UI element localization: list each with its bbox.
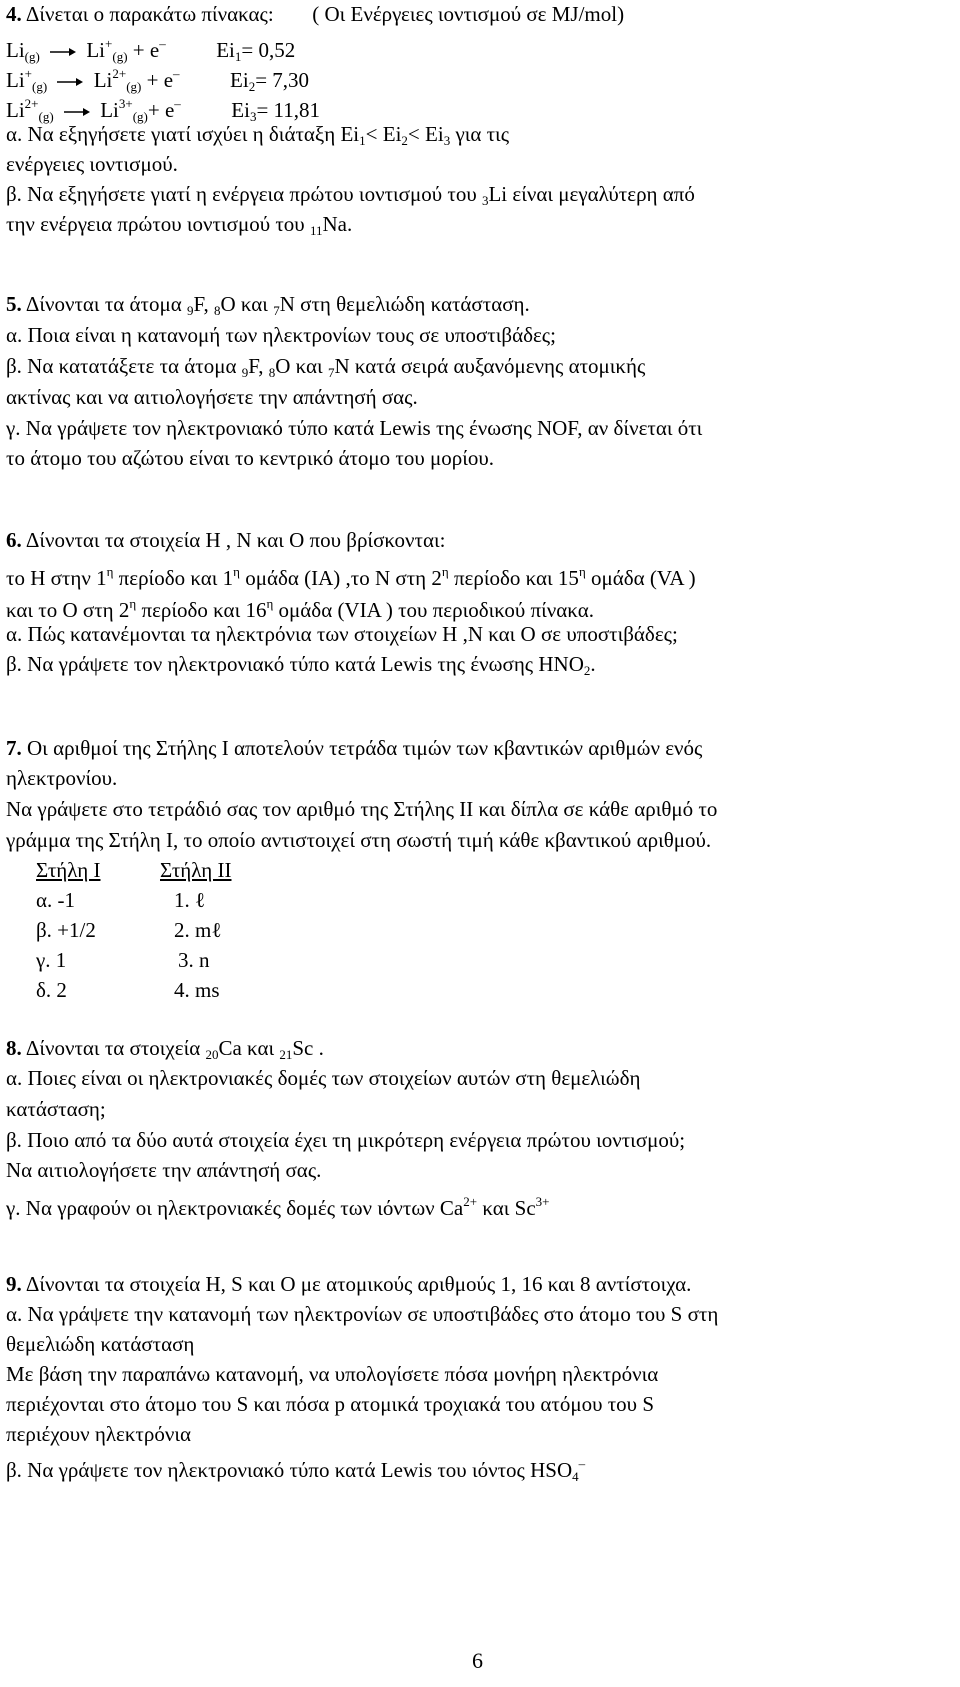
state-sub: (g)	[38, 109, 54, 124]
text: Δίνονται τα άτομα	[21, 292, 187, 316]
sub: 11	[309, 223, 323, 238]
q6-line2	[6, 560, 696, 590]
arrow-icon	[63, 106, 91, 118]
q5-part-a: α. Ποια είναι η κατανομή των ηλεκτρονίων τους σε υποστιβάδες;	[6, 323, 556, 347]
state-sub: (g)	[112, 49, 128, 64]
sub: 1	[359, 133, 366, 148]
sub: 7	[327, 365, 335, 380]
sub: 21	[279, 1047, 293, 1062]
q7-line2: ηλεκτρονίου.	[6, 766, 118, 790]
ei-label: Ei	[231, 98, 250, 122]
text: Li είναι μεγαλύτερη από	[488, 182, 695, 206]
charge-sup: 3+	[118, 96, 133, 111]
sub: 2	[401, 133, 408, 148]
charge-sup: 2+	[24, 96, 39, 111]
q9-part-a-line3: Με βάση την παραπάνω κατανομή, να υπολογίσετε πόσα μονήρη ηλεκτρόνια	[6, 1362, 659, 1386]
column-1-row: γ. 1	[36, 948, 67, 972]
sup: –	[578, 1456, 586, 1471]
q9-part-a-line5: περιέχουν ηλεκτρόνια	[6, 1422, 192, 1446]
ei-sub: 1	[234, 49, 242, 64]
species: Li	[6, 98, 25, 122]
column-2-row: 4. ms	[174, 978, 220, 1002]
q5-intro	[6, 292, 530, 323]
text: Δίνονται τα στοιχεία H , N και O που βρίσκονται:	[21, 528, 446, 552]
text: ομάδα (VA )	[585, 566, 696, 590]
text: Δίνονται τα στοιχεία	[21, 1036, 206, 1060]
text: F,	[193, 292, 214, 316]
ei-sub: 2	[248, 79, 256, 94]
sup: 2+	[463, 1194, 478, 1209]
text: και Sc	[477, 1196, 536, 1220]
charge-sup: 2+	[112, 66, 127, 81]
arrow-icon	[49, 46, 77, 58]
ei-value: = 7,30	[255, 68, 310, 92]
species: Li	[6, 38, 25, 62]
q4-units-note: ( Οι Ενέργειες ιοντισμού σε MJ/mol)	[312, 2, 625, 26]
q7-number: 7.	[6, 736, 22, 760]
q9-intro	[6, 1272, 691, 1296]
column-1-row: α. -1	[36, 888, 75, 912]
text: περίοδο και 1	[113, 566, 234, 590]
q5-part-c: γ. Να γράψετε τον ηλεκτρονιακό τύπο κατά Lewis της ένωσης NOF, αν δίνεται ότι	[6, 416, 703, 440]
page-number: 6	[472, 1648, 483, 1673]
q6-intro	[6, 528, 445, 552]
sup: η	[129, 596, 137, 611]
column-2-row: 1. ℓ	[174, 888, 206, 912]
sub: 9	[241, 365, 249, 380]
electron: + e	[132, 38, 160, 62]
q9-number: 9.	[6, 1272, 22, 1296]
text: για τις	[450, 122, 510, 146]
text: Οι αριθμοί της Στήλης Ι αποτελούν τετράδα τιμών των κβαντικών αριθμών ενός	[21, 736, 703, 760]
ei-value: = 0,52	[241, 38, 296, 62]
sup: η	[266, 596, 274, 611]
column-1-row: β. +1/2	[36, 918, 96, 942]
q5-part-b-line2: ακτίνας και να αιτιολογήσετε την απάντησή σας.	[6, 385, 418, 409]
q9-part-b	[6, 1452, 585, 1489]
sub: 8	[268, 365, 276, 380]
column-2-row: 2. mℓ	[174, 918, 222, 942]
electron: + e	[147, 98, 175, 122]
species: Li	[86, 38, 106, 62]
electron: + e	[146, 68, 174, 92]
text: και το O στη 2	[6, 598, 130, 622]
sub: 8	[213, 303, 221, 318]
arrow-icon	[56, 76, 84, 88]
text: .	[590, 652, 596, 676]
reaction-row-3: $Li^{2+}_{(g)}$ $Li^{3+}_{(g)}+ e^-$ $Ei_3= 11,81$	[6, 96, 321, 124]
q8-intro	[6, 1036, 324, 1067]
q6-line3	[6, 592, 594, 622]
q4-intro-line	[6, 2, 624, 26]
ei-sub: 3	[249, 109, 257, 124]
state-sub: (g)	[24, 49, 40, 64]
species: Li	[6, 68, 25, 92]
sub: 3	[443, 133, 451, 148]
column-2-row: 3. n	[178, 948, 210, 972]
sub: 2	[583, 663, 591, 678]
text: την ενέργεια πρώτου ιοντισμού του	[6, 212, 310, 236]
text: < Ei	[365, 122, 402, 146]
column-1-header: Στήλη Ι	[36, 858, 101, 882]
sup: η	[578, 564, 586, 579]
sub: 20	[205, 1047, 219, 1062]
q8-part-a-line2: κατάσταση;	[6, 1097, 106, 1121]
q8-part-b: β. Ποιο από τα δύο αυτά στοιχεία έχει τη μικρότερη ενέργεια πρώτου ιοντισμού;	[6, 1128, 686, 1152]
q8-number: 8.	[6, 1036, 22, 1060]
q8-part-c	[6, 1190, 550, 1220]
text: N στη θεμελιώδη κατάσταση.	[279, 292, 530, 316]
q4-part-a-line2: ενέργειες ιοντισμού.	[6, 152, 178, 176]
sub: 9	[186, 303, 194, 318]
column-2-header: Στήλη ΙΙ	[160, 858, 232, 882]
text: Na.	[322, 212, 353, 236]
sup: η	[106, 564, 114, 579]
q6-part-a: α. Πώς κατανέμονται τα ηλεκτρόνια των στοιχείων H ,N και O σε υποστιβάδες;	[6, 622, 678, 646]
q5-number: 5.	[6, 292, 22, 316]
text: Sc .	[292, 1036, 324, 1060]
sup: 3+	[535, 1194, 550, 1209]
text: περίοδο και 16	[136, 598, 267, 622]
text: Ca και	[218, 1036, 280, 1060]
q4-title: Δίνεται ο παρακάτω πίνακας:	[25, 2, 274, 26]
q4-part-b	[6, 182, 695, 213]
text: β. Να γράψετε τον ηλεκτρονιακό τύπο κατά Lewis της ένωσης HNO	[6, 652, 584, 676]
q8-part-a: α. Ποιες είναι οι ηλεκτρονιακές δομές των στοιχείων αυτών στη θεμελιώδη	[6, 1066, 641, 1090]
q5-part-b	[6, 354, 645, 385]
reaction-row-2: $Li^+_{(g)}$ $Li^{2+}_{(g)} + e^-$ $Ei_2= 7,30$	[6, 66, 310, 94]
q9-part-a: α. Να γράψετε την κατανομή των ηλεκτρονίων σε υποστιβάδες στο άτομο του S στη	[6, 1302, 719, 1326]
text: β. Να εξηγήσετε γιατί η ενέργεια πρώτου ιοντισμού του	[6, 182, 482, 206]
charge-sup: +	[24, 66, 33, 81]
text: < Ei	[407, 122, 444, 146]
sub: 3	[481, 193, 489, 208]
text: F,	[248, 354, 269, 378]
state-sub: (g)	[32, 79, 48, 94]
state-sub: (g)	[132, 109, 148, 124]
sup: η	[233, 564, 240, 579]
species: Li	[100, 98, 119, 122]
text: ομάδα (IA) ,το N στη 2	[239, 566, 442, 590]
q9-part-a-line2: θεμελιώδη κατάσταση	[6, 1332, 195, 1356]
text: O και	[220, 292, 274, 316]
q8-part-b-line2: Να αιτιολογήσετε την απάντησή σας.	[6, 1158, 322, 1182]
q7-line3: Να γράψετε στο τετράδιό σας τον αριθμό της Στήλης ΙΙ και δίπλα σε κάθε αριθμό το	[6, 797, 718, 821]
text: β. Να κατατάξετε τα άτομα	[6, 354, 242, 378]
text: το H στην 1	[6, 566, 107, 590]
text: β. Να γράψετε τον ηλεκτρονιακό τύπο κατά Lewis του ιόντος HSO	[6, 1458, 573, 1482]
charge-sup: +	[105, 36, 113, 51]
reaction-row-1: $Li_{(g)}$ $Li^+_{(g)} + e^-$ $Ei_1= 0,52$	[6, 36, 296, 64]
q7-line4: γράμμα της Στήλη Ι, το οποίο αντιστοιχεί στη σωστή τιμή κάθε κβαντικού αριθμού.	[6, 828, 712, 852]
text: N κατά σειρά αυξανόμενης ατομικής	[334, 354, 646, 378]
text: α. Να εξηγήσετε γιατί ισχύει η διάταξη Ei	[6, 122, 360, 146]
text: γ. Να γραφούν οι ηλεκτρονιακές δομές των ιόντων Ca	[6, 1196, 464, 1220]
ei-value: = 11,81	[256, 98, 321, 122]
sub: 7	[273, 303, 280, 318]
ei-label: Ei	[216, 38, 235, 62]
species: Li	[93, 68, 113, 92]
q6-number: 6.	[6, 528, 22, 552]
q5-part-c-line2: το άτομο του αζώτου είναι το κεντρικό άτομο του μορίου.	[6, 446, 495, 470]
q4-number: 4.	[6, 2, 22, 26]
q7-intro	[6, 736, 702, 760]
text: Δίνονται τα στοιχεία H, S και O με ατομικούς αριθμούς 1, 16 και 8 αντίστοιχα.	[21, 1272, 692, 1296]
sup: η	[441, 564, 449, 579]
q9-part-a-line4: περιέχονται στο άτομο του S και πόσα p ατομικά τροχιακά του ατόμου του S	[6, 1392, 655, 1416]
q4-part-a	[6, 122, 509, 153]
state-sub: (g)	[126, 79, 142, 94]
text: περίοδο και 15	[448, 566, 579, 590]
column-1-row: δ. 2	[36, 978, 67, 1002]
text: ομάδα (VIA ) του περιοδικού πίνακα.	[273, 598, 594, 622]
q4-part-b-line2	[6, 212, 352, 243]
ei-label: Ei	[230, 68, 249, 92]
sub: 4	[572, 1469, 579, 1484]
q6-part-b	[6, 652, 596, 683]
text: O και	[275, 354, 328, 378]
